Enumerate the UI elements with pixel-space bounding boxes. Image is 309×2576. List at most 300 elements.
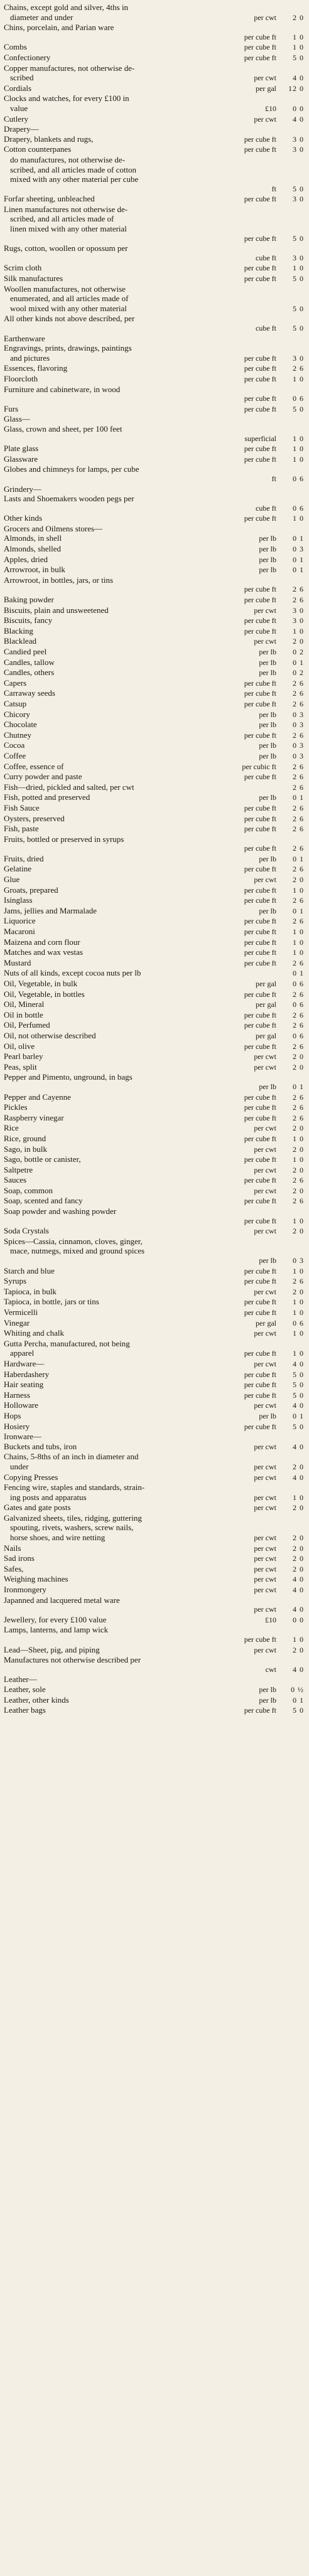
item-rate: 1 0 xyxy=(293,1155,304,1164)
item-rate: 0 ½ xyxy=(291,1685,304,1694)
item-description: Copper manufactures, not otherwise de- xyxy=(4,63,135,73)
item-rate: 2 6 xyxy=(293,1041,304,1051)
tariff-row xyxy=(4,1246,304,1256)
item-rate: 2 6 xyxy=(293,989,304,999)
item-description: Rice xyxy=(4,1123,19,1133)
tariff-row xyxy=(4,1196,304,1206)
item-rate: 2 0 xyxy=(293,1503,304,1513)
item-unit: ft xyxy=(271,474,276,483)
tariff-row xyxy=(4,63,304,73)
item-unit: per cubic ft xyxy=(242,762,276,771)
tariff-row xyxy=(4,1503,304,1513)
item-description: Blacking xyxy=(4,625,33,636)
item-rate: 3 0 xyxy=(293,145,304,154)
tariff-row xyxy=(4,1328,304,1339)
item-description: Holloware xyxy=(4,1400,38,1410)
item-description: Nuts of all kinds, except cocoa nuts per lb xyxy=(4,968,141,978)
tariff-row xyxy=(4,165,304,175)
tariff-row xyxy=(4,174,304,184)
item-description: Fencing wire, staples and standards, strain- xyxy=(4,1482,145,1493)
tariff-row xyxy=(4,1348,304,1359)
item-rate: 4 0 xyxy=(293,73,304,83)
tariff-row xyxy=(4,234,304,244)
tariff-row xyxy=(4,114,304,125)
item-description: Engravings, prints, drawings, paintings xyxy=(4,343,132,353)
item-unit: per lb xyxy=(259,720,276,730)
item-description: Candles, tallow xyxy=(4,657,55,667)
item-unit: per cwt xyxy=(254,1144,276,1154)
tariff-row xyxy=(4,555,304,565)
tariff-row xyxy=(4,895,304,906)
tariff-row xyxy=(4,1144,304,1155)
item-unit: per lb xyxy=(259,710,276,719)
tariff-row xyxy=(4,803,304,814)
item-rate: 4 0 xyxy=(293,1664,304,1674)
tariff-row xyxy=(4,968,304,979)
item-rate: 2 6 xyxy=(293,595,304,605)
item-description: Hardware— xyxy=(4,1358,45,1368)
item-rate: 3 0 xyxy=(293,134,304,144)
tariff-row xyxy=(4,144,304,155)
item-description: Gutta Percha, manufactured, not being xyxy=(4,1338,130,1348)
item-unit: per cube ft xyxy=(244,824,276,834)
item-rate: 1 0 xyxy=(293,1216,304,1225)
tariff-row xyxy=(4,13,304,23)
item-description: Jams, jellies and Marmalade xyxy=(4,905,97,915)
item-rate: 5 0 xyxy=(293,304,304,313)
item-unit: cwt xyxy=(265,1664,276,1674)
item-description: Fish—dried, pickled and salted, per cwt xyxy=(4,782,134,792)
item-unit: per lb xyxy=(259,854,276,863)
item-rate: 0 2 xyxy=(293,668,304,678)
tariff-row xyxy=(4,1266,304,1277)
tariff-row xyxy=(4,1307,304,1318)
item-unit: per lb xyxy=(259,1685,276,1694)
item-description: Leather bags xyxy=(4,1705,46,1715)
item-description: Chins, porcelain, and Parian ware xyxy=(4,23,114,33)
item-description: Fruits, dried xyxy=(4,853,44,863)
tariff-row xyxy=(4,1595,304,1605)
item-rate: 0 6 xyxy=(293,474,304,483)
item-unit: per cube ft xyxy=(244,989,276,999)
item-rate: 1 0 xyxy=(293,948,304,957)
item-unit: per cwt xyxy=(254,73,276,83)
item-description: Furniture and cabinetware, in wood xyxy=(4,384,121,394)
item-unit: per cube ft xyxy=(244,374,276,383)
item-unit: per cwt xyxy=(254,1287,276,1296)
tariff-row xyxy=(4,1645,304,1656)
tariff-row xyxy=(4,83,304,94)
tariff-row xyxy=(4,916,304,927)
item-description: scribed, and all articles made of cotton xyxy=(10,164,137,174)
item-rate: 0 6 xyxy=(293,1000,304,1009)
item-rate: 2 6 xyxy=(293,814,304,823)
item-unit: per cwt xyxy=(254,1493,276,1502)
item-description: Spices—Cassia, cinnamon, cloves, ginger, xyxy=(4,1236,143,1246)
tariff-row xyxy=(4,699,304,710)
item-description: Isinglass xyxy=(4,895,33,905)
item-rate: 2 0 xyxy=(293,1554,304,1563)
item-description: Copying Presses xyxy=(4,1472,58,1482)
item-rate: 2 6 xyxy=(293,1196,304,1206)
item-unit: per cwt xyxy=(254,1554,276,1563)
item-unit: per cube ft xyxy=(244,514,276,523)
item-description: Pepper and Pimento, unground, in bags xyxy=(4,1072,133,1082)
item-description: Groats, prepared xyxy=(4,885,58,895)
item-unit: per cube ft xyxy=(244,1277,276,1286)
tariff-row xyxy=(4,1175,304,1186)
item-description: Carraway seeds xyxy=(4,688,55,698)
item-description: Grindery— xyxy=(4,484,41,494)
item-unit: per cube ft xyxy=(244,937,276,947)
item-description: Blacklead xyxy=(4,636,36,646)
tariff-row xyxy=(4,224,304,234)
tariff-row xyxy=(4,989,304,1000)
item-unit: per cube ft xyxy=(244,233,276,243)
item-unit: per cube ft xyxy=(244,1134,276,1143)
tariff-row xyxy=(4,1493,304,1503)
item-rate: 2 6 xyxy=(293,730,304,740)
tariff-row xyxy=(4,1186,304,1196)
item-rate: 5 0 xyxy=(293,324,304,333)
item-unit: per cube ft xyxy=(244,927,276,937)
tariff-row xyxy=(4,1585,304,1595)
tariff-row xyxy=(4,1422,304,1432)
item-unit: per lb xyxy=(259,545,276,554)
item-rate: 2 0 xyxy=(293,875,304,885)
item-rate: 1 0 xyxy=(293,1493,304,1502)
tariff-row xyxy=(4,782,304,793)
item-rate: 2 6 xyxy=(293,1010,304,1019)
item-description: Plate glass xyxy=(4,444,39,454)
item-description: Confectionery xyxy=(4,52,51,62)
item-description: Pickles xyxy=(4,1102,28,1112)
item-description: Catsup xyxy=(4,698,27,708)
item-description: Nails xyxy=(4,1543,21,1553)
item-description: diameter and under xyxy=(10,12,73,22)
item-unit: per cube ft xyxy=(244,1297,276,1307)
item-description: Woollen manufactures, not otherwise xyxy=(4,284,126,294)
item-rate: 5 0 xyxy=(293,233,304,243)
item-rate: 2 0 xyxy=(293,1645,304,1654)
item-rate: 5 0 xyxy=(293,1706,304,1715)
item-unit: per cwt xyxy=(254,1645,276,1654)
tariff-row xyxy=(4,1523,304,1533)
item-rate: 2 6 xyxy=(293,917,304,926)
item-description: Jewellery, for every £100 value xyxy=(4,1614,107,1624)
item-description: Cordials xyxy=(4,83,32,93)
item-unit: £10 xyxy=(265,104,276,113)
item-rate: 0 1 xyxy=(293,969,304,978)
tariff-row xyxy=(4,93,304,104)
item-rate: 0 1 xyxy=(293,1082,304,1091)
tariff-row xyxy=(4,494,304,504)
item-unit: per cube ft xyxy=(244,394,276,403)
item-rate: 0 6 xyxy=(293,394,304,403)
tariff-row xyxy=(4,762,304,772)
item-description: Sago, bottle or canister, xyxy=(4,1154,81,1164)
item-rate: 1 0 xyxy=(293,1266,304,1275)
item-description: Oil, Mineral xyxy=(4,999,45,1009)
tariff-row xyxy=(4,343,304,353)
item-rate: 1 0 xyxy=(293,1635,304,1644)
item-rate: 0 1 xyxy=(293,854,304,863)
tariff-row xyxy=(4,958,304,969)
tariff-row xyxy=(4,1665,304,1675)
item-description: Manufactures not otherwise described per xyxy=(4,1655,141,1665)
item-description: Oil, not otherwise described xyxy=(4,1030,96,1040)
item-unit: per cube ft xyxy=(244,1706,276,1715)
item-unit: per cwt xyxy=(254,1533,276,1543)
item-unit: per cube ft xyxy=(244,803,276,812)
item-description: Sad irons xyxy=(4,1553,35,1563)
tariff-row xyxy=(4,253,304,263)
item-description: Baking powder xyxy=(4,595,54,605)
item-unit: per lb xyxy=(259,1695,276,1705)
item-description: Japanned and lacquered metal ware xyxy=(4,1595,120,1605)
tariff-row xyxy=(4,1031,304,1041)
item-unit: per cube ft xyxy=(244,772,276,782)
item-description: Lead—Sheet, pig, and piping xyxy=(4,1644,100,1654)
tariff-row xyxy=(4,394,304,404)
tariff-row xyxy=(4,927,304,937)
item-rate: 5 0 xyxy=(293,1380,304,1390)
item-description: Harness xyxy=(4,1390,30,1400)
item-description: Rice, ground xyxy=(4,1133,46,1143)
item-unit: per cube ft xyxy=(244,1010,276,1019)
item-description: enumerated, and all articles made of xyxy=(10,294,129,304)
item-unit: per lb xyxy=(259,751,276,760)
tariff-row xyxy=(4,1462,304,1472)
item-rate: 4 0 xyxy=(293,1359,304,1368)
tariff-row xyxy=(4,1452,304,1462)
item-rate: 2 6 xyxy=(293,678,304,688)
item-unit: per cube ft xyxy=(244,454,276,464)
item-description: value xyxy=(10,103,28,113)
tariff-row xyxy=(4,1237,304,1247)
tariff-row xyxy=(4,854,304,865)
tariff-section-heading xyxy=(4,414,304,424)
item-description: Linen manufactures not otherwise de- xyxy=(4,204,128,214)
item-description: do manufactures, not otherwise de- xyxy=(10,154,126,164)
item-description: spouting, rivets, washers, screw nails, xyxy=(10,1523,134,1533)
item-unit: ft xyxy=(271,184,276,193)
item-description: Tapioca, in bottle, jars or tins xyxy=(4,1297,99,1307)
tariff-row xyxy=(4,1553,304,1564)
item-unit: per cube ft xyxy=(244,1635,276,1644)
tariff-row xyxy=(4,73,304,83)
item-description: Leather, sole xyxy=(4,1684,46,1694)
item-description: Floorcloth xyxy=(4,373,38,383)
item-rate: 5 0 xyxy=(293,184,304,193)
item-description: Furs xyxy=(4,403,19,413)
item-description: horse shoes, and wire netting xyxy=(10,1533,106,1543)
item-description: Oil, olive xyxy=(4,1041,35,1051)
item-unit: per cube ft xyxy=(244,404,276,413)
tariff-row xyxy=(4,214,304,224)
item-unit: per cube ft xyxy=(244,865,276,874)
item-unit: per cube ft xyxy=(244,194,276,204)
item-unit: per cube ft xyxy=(244,1021,276,1030)
tariff-row xyxy=(4,33,304,43)
item-unit: per cwt xyxy=(254,1585,276,1595)
item-description: Saltpetre xyxy=(4,1164,33,1174)
item-description: Essences, flavoring xyxy=(4,363,68,373)
item-unit: per cube ft xyxy=(244,145,276,154)
item-rate: 3 0 xyxy=(293,253,304,262)
item-unit: superficial xyxy=(244,434,276,443)
tariff-row xyxy=(4,585,304,595)
tariff-row xyxy=(4,194,304,205)
item-rate: 2 6 xyxy=(293,824,304,834)
tariff-row xyxy=(4,792,304,803)
item-rate: 1 0 xyxy=(293,43,304,52)
item-rate: 2 6 xyxy=(293,844,304,853)
item-description: Maizena and corn flour xyxy=(4,937,80,947)
item-unit: per cube ft xyxy=(244,444,276,454)
tariff-row xyxy=(4,1411,304,1422)
item-rate: 4 0 xyxy=(293,1472,304,1482)
item-rate: 5 0 xyxy=(293,404,304,413)
item-description: Cotton counterpanes xyxy=(4,144,72,154)
item-rate: 1 0 xyxy=(293,32,304,41)
tariff-row xyxy=(4,720,304,730)
item-description: Candles, others xyxy=(4,668,55,678)
tariff-row xyxy=(4,334,304,344)
item-description: Arrowroot, in bottles, jars, or tins xyxy=(4,575,114,585)
item-unit: per cube ft xyxy=(244,134,276,144)
item-description: Matches and wax vestas xyxy=(4,947,83,957)
item-rate: 0 0 xyxy=(293,104,304,113)
tariff-row xyxy=(4,1685,304,1695)
tariff-row xyxy=(4,53,304,63)
item-rate: 2 6 xyxy=(293,1092,304,1102)
item-description: under xyxy=(10,1461,29,1471)
item-description: Whiting and chalk xyxy=(4,1328,65,1338)
tariff-row xyxy=(4,1442,304,1452)
item-description: Sauces xyxy=(4,1175,27,1185)
item-description: Syrups xyxy=(4,1276,27,1286)
item-description: Weighing machines xyxy=(4,1574,68,1584)
tariff-row xyxy=(4,1705,304,1716)
tariff-row xyxy=(4,1102,304,1113)
tariff-row xyxy=(4,284,304,294)
item-unit: per cube ft xyxy=(244,1308,276,1317)
item-description: Glue xyxy=(4,875,20,885)
item-rate: 2 6 xyxy=(293,689,304,698)
item-rate: 2 6 xyxy=(293,1176,304,1185)
item-unit: per lb xyxy=(259,741,276,750)
item-description: Gelatine xyxy=(4,864,32,874)
item-unit: per cwt xyxy=(254,1186,276,1195)
tariff-row xyxy=(4,1082,304,1092)
item-description: Galvanized sheets, tiles, ridging, guttering xyxy=(4,1513,142,1523)
item-description: Chains, 5-8ths of an inch in diameter and xyxy=(4,1452,139,1462)
item-description: Liquorice xyxy=(4,916,36,926)
tariff-row xyxy=(4,1297,304,1307)
item-description: Glassware xyxy=(4,454,38,464)
item-unit: per lb xyxy=(259,1082,276,1091)
item-rate: 2 6 xyxy=(293,762,304,771)
item-unit: per cube ft xyxy=(244,32,276,41)
item-rate: 2 6 xyxy=(293,958,304,967)
tariff-row xyxy=(4,844,304,854)
item-rate: 1 0 xyxy=(293,626,304,636)
tariff-section-heading xyxy=(4,484,304,494)
item-rate: 0 3 xyxy=(293,545,304,554)
item-rate: 0 3 xyxy=(293,710,304,719)
item-description: Chains, except gold and silver, 4ths in xyxy=(4,3,129,12)
item-description: Almonds, in shell xyxy=(4,533,62,543)
item-unit: per gal xyxy=(256,1318,276,1328)
item-rate: 2 0 xyxy=(293,1144,304,1154)
item-description: Mustard xyxy=(4,957,31,967)
item-description: Soda Crystals xyxy=(4,1226,49,1236)
tariff-row xyxy=(4,134,304,145)
tariff-section-heading xyxy=(4,124,304,134)
item-description: Gates and gate posts xyxy=(4,1503,71,1513)
item-unit: per cwt xyxy=(254,1503,276,1513)
item-unit: per cube ft xyxy=(244,844,276,853)
tariff-row xyxy=(4,1625,304,1635)
item-description: Soap, scented and fancy xyxy=(4,1196,83,1206)
item-unit: per cwt xyxy=(254,1564,276,1573)
item-description: mixed with any other material per cube xyxy=(10,174,139,184)
item-unit: per cube ft xyxy=(244,43,276,52)
item-unit: per cube ft xyxy=(244,730,276,740)
item-unit: per cube ft xyxy=(244,1390,276,1400)
item-unit: per cwt xyxy=(254,1605,276,1614)
item-rate: 4 0 xyxy=(293,1442,304,1451)
item-description: Chocolate xyxy=(4,720,37,730)
item-unit: per lb xyxy=(259,565,276,575)
item-rate: 0 1 xyxy=(293,565,304,575)
tariff-section-heading xyxy=(4,1432,304,1442)
item-rate: 1 0 xyxy=(293,1329,304,1338)
item-rate: 2 6 xyxy=(293,803,304,812)
item-unit: per cube ft xyxy=(244,814,276,823)
item-unit: per cube ft xyxy=(244,274,276,284)
item-unit: per cube ft xyxy=(244,1422,276,1431)
item-rate: 5 0 xyxy=(293,1422,304,1431)
tariff-row xyxy=(4,1041,304,1052)
item-unit: per cube ft xyxy=(244,1349,276,1358)
item-rate: 0 1 xyxy=(293,1695,304,1705)
tariff-row xyxy=(4,424,304,434)
item-description: Oil in bottle xyxy=(4,1009,43,1019)
tariff-row xyxy=(4,885,304,896)
item-description: Macaroni xyxy=(4,927,35,937)
item-rate: 0 6 xyxy=(293,1318,304,1328)
item-unit: per cube ft xyxy=(244,885,276,895)
item-rate: 0 3 xyxy=(293,1256,304,1265)
item-unit: per cwt xyxy=(254,1124,276,1133)
tariff-row xyxy=(4,1635,304,1645)
item-description: Drapery— xyxy=(4,124,39,134)
tariff-row xyxy=(4,1010,304,1021)
item-rate: 4 0 xyxy=(293,1401,304,1410)
tariff-row xyxy=(4,772,304,782)
tariff-row xyxy=(4,814,304,824)
tariff-row xyxy=(4,314,304,324)
item-rate: 4 0 xyxy=(293,1605,304,1614)
item-rate: 2 6 xyxy=(293,1277,304,1286)
item-unit: per cube ft xyxy=(244,626,276,636)
item-rate: 1 0 xyxy=(293,1134,304,1143)
item-description: Cutlery xyxy=(4,114,28,124)
item-unit: per cube ft xyxy=(244,364,276,373)
item-unit: per cube ft xyxy=(244,616,276,625)
